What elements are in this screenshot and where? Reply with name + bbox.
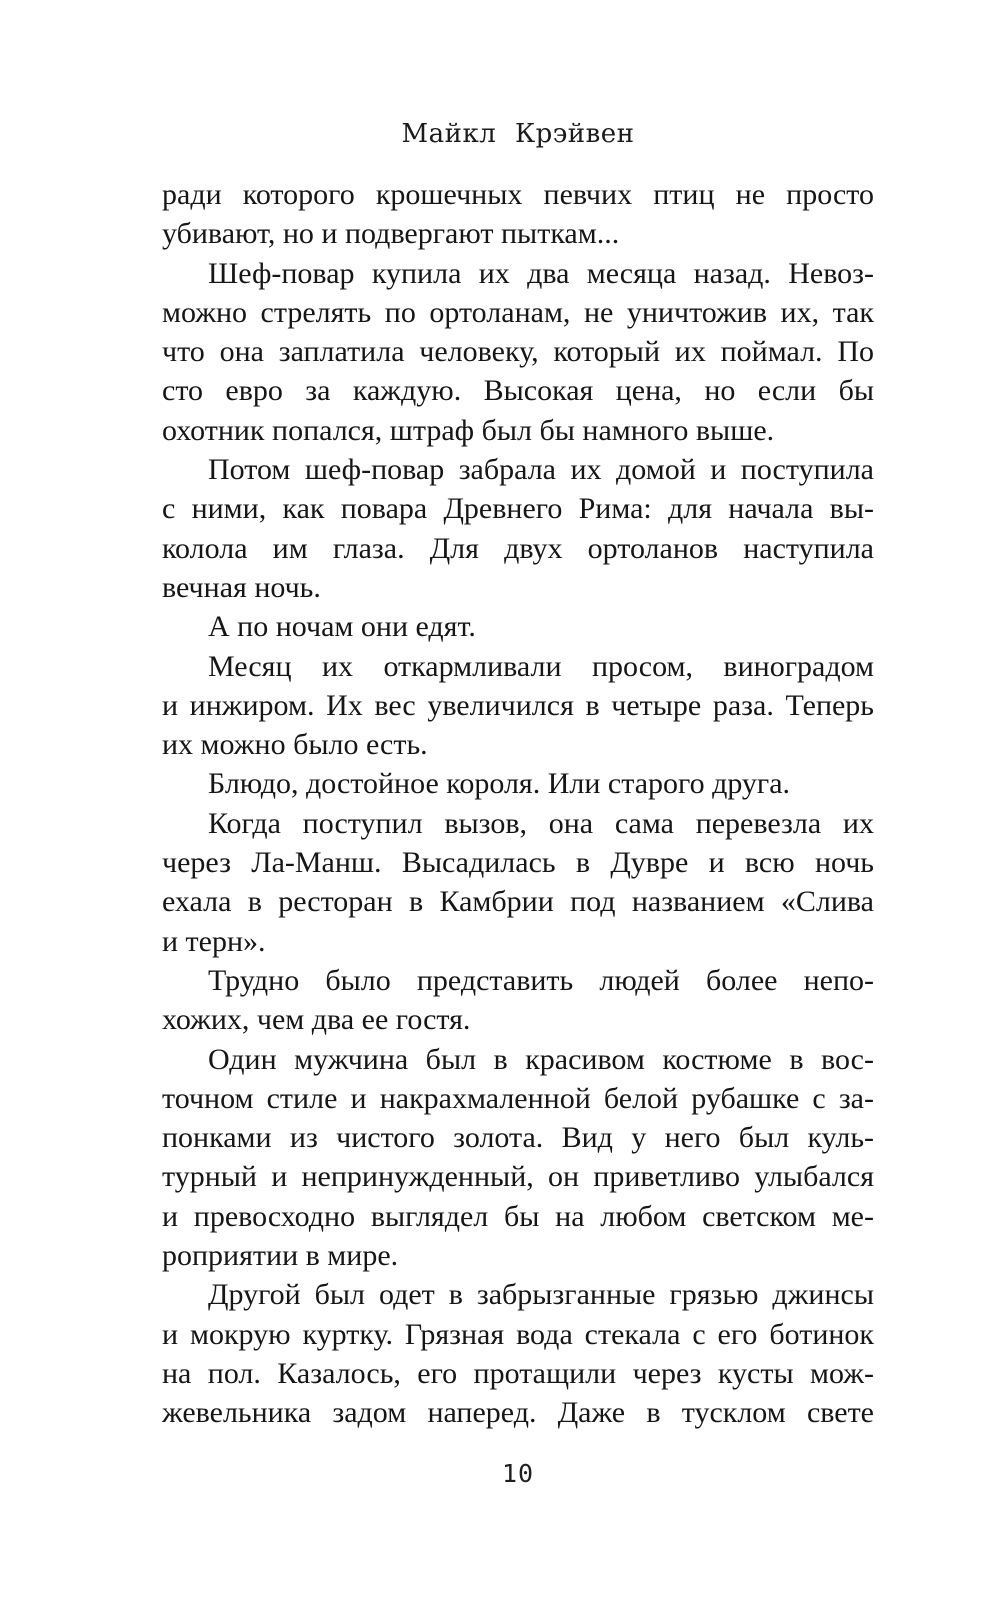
text-line: убивают, но и подвергают пыткам... (162, 217, 620, 251)
text-line: Потом шеф-повар забрала их домой и поступила (208, 453, 874, 487)
text-line: их можно было есть. (162, 728, 428, 762)
text-line: через Ла-Манш. Высадилась в Дувре и всю ночь (162, 846, 874, 880)
body-text-column (162, 175, 874, 1433)
text-line: Другой был одет в забрызганные грязью джинсы (208, 1278, 874, 1312)
text-line: и инжиром. Их вес увеличился в четыре раза. Теперь (162, 688, 874, 722)
text-line: понками из чистого золота. Вид у него был куль- (162, 1121, 874, 1155)
text-line: ехала в ресторан в Камбрии под названием «Слива (162, 885, 874, 919)
text-line: роприятии в мире. (162, 1239, 399, 1273)
text-line: А по ночам они едят. (208, 610, 476, 644)
text-line: жевельника задом наперед. Даже в тусклом свете (162, 1396, 874, 1430)
text-line: охотник попался, штраф был бы намного выше. (162, 413, 775, 447)
text-line: вечная ночь. (162, 570, 321, 604)
text-line: на пол. Казалось, его протащили через кусты мож- (162, 1356, 874, 1390)
text-line: можно стрелять по ортоланам, не уничтожив их, так (162, 295, 874, 329)
text-line: Один мужчина был в красивом костюме в вос- (208, 1042, 874, 1076)
running-header-author: Майкл Крэйвен (401, 119, 635, 149)
text-line: и терн». (162, 924, 266, 958)
text-line: точном стиле и накрахмаленной белой рубашке с за- (162, 1081, 874, 1115)
text-line: с ними, как повара Древнего Рима: для начала вы- (162, 492, 874, 526)
text-line: хожих, чем два ее гостя. (162, 1003, 471, 1037)
text-line: Блюдо, достойное короля. Или старого друга. (208, 767, 791, 801)
text-line: Трудно было представить людей более непо- (208, 963, 874, 997)
text-line: и мокрую куртку. Грязная вода стекала с его ботинок (162, 1317, 874, 1351)
text-line: турный и непринужденный, он приветливо улыбался (162, 1160, 874, 1194)
book-page (162, 0, 874, 1616)
text-line: Шеф-повар купила их два месяца назад. Невоз- (208, 256, 874, 290)
text-line: Когда поступил вызов, она сама перевезла их (208, 806, 874, 840)
text-line: что она заплатила человеку, который их поймал. По (162, 335, 874, 369)
text-line: ради которого крошечных певчих птиц не просто (162, 178, 874, 211)
text-line: колола им глаза. Для двух ортоланов наступила (162, 531, 874, 565)
page-number: 10 (501, 1459, 535, 1488)
text-line: и превосходно выглядел бы на любом светском ме- (162, 1199, 874, 1233)
text-line: Месяц их откармливали просом, виноградом (208, 649, 874, 683)
text-line: сто евро за каждую. Высокая цена, но если бы (162, 374, 874, 408)
